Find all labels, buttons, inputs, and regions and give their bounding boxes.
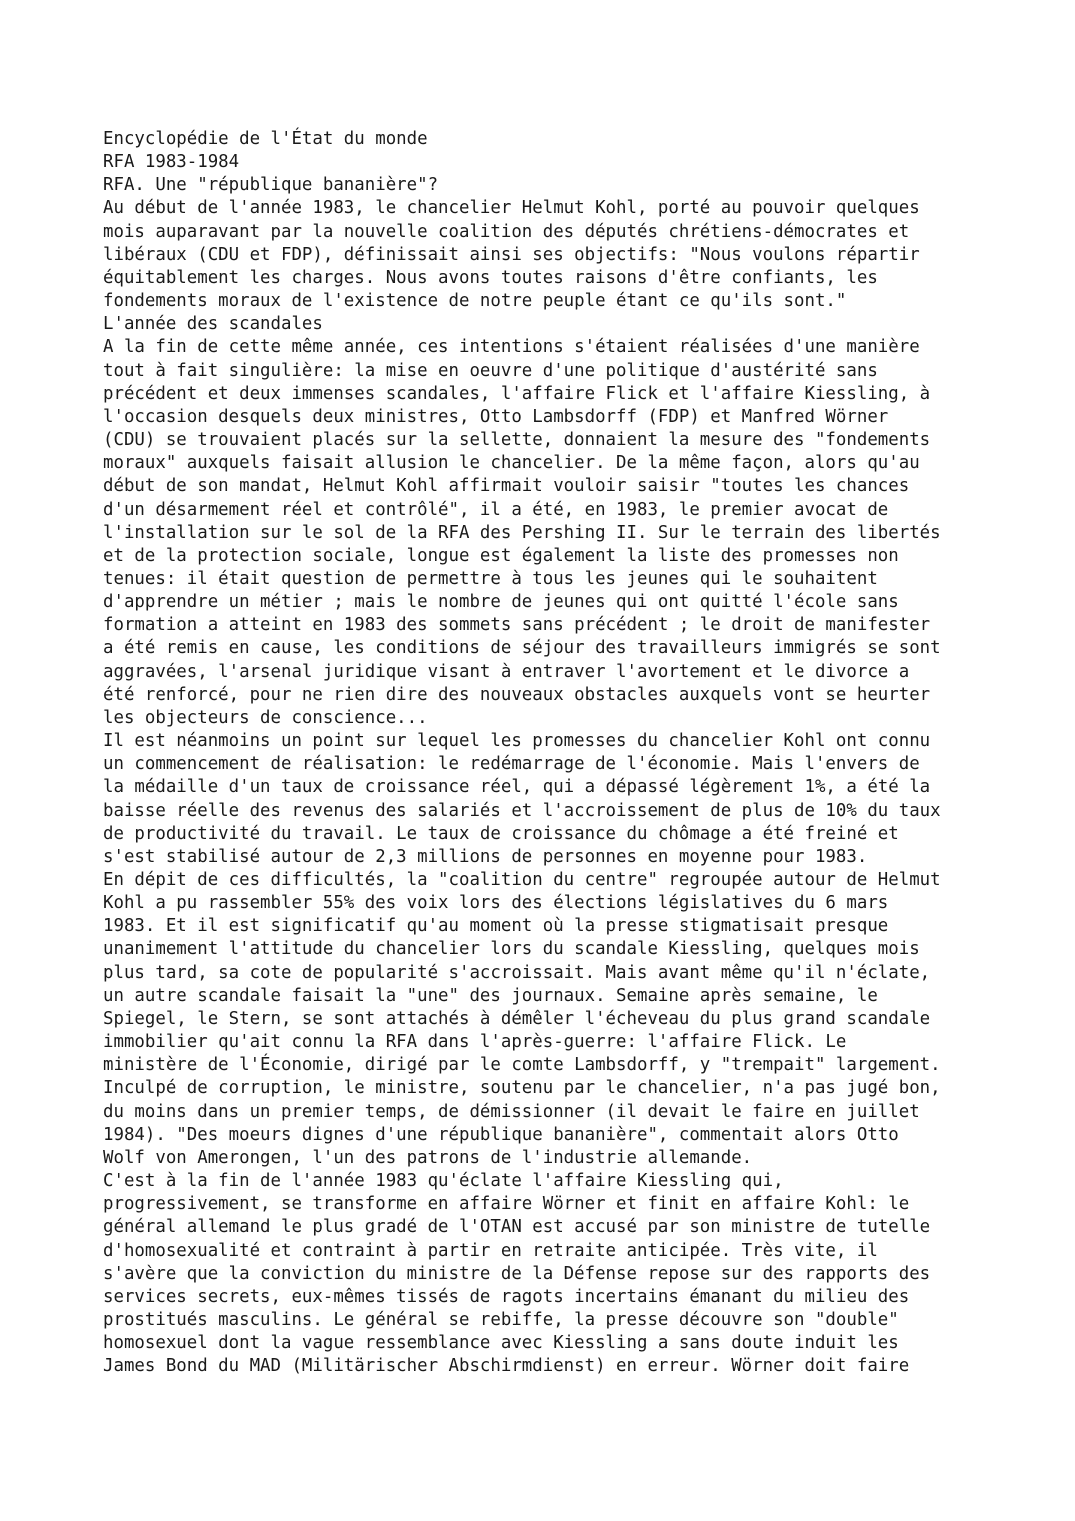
document-source: Encyclopédie de l'État du monde bbox=[103, 129, 428, 149]
paragraph-line: d'un désarmement réel et contrôlé", il a été, en 1983, le premier avocat de bbox=[103, 499, 889, 520]
paragraph-line: Wolf von Amerongen, l'un des patrons de l'industrie allemande. bbox=[103, 1147, 753, 1168]
paragraph-line: homosexuel dont la vague ressemblance avec Kiessling a sans doute induit les bbox=[103, 1333, 899, 1354]
paragraph-intro-line: libéraux (CDU et FDP), définissait ainsi ses objectifs: "Nous voulons répartir bbox=[103, 244, 920, 265]
paragraph-line: A la fin de cette même année, ces intentions s'étaient réalisées d'une manière bbox=[103, 337, 920, 358]
paragraph-line: C'est à la fin de l'année 1983 qu'éclate l'affaire Kiessling qui, bbox=[103, 1171, 784, 1192]
paragraph-line: En dépit de ces difficultés, la "coalition du centre" regroupée autour de Helmut bbox=[103, 870, 941, 890]
paragraph-line: a été remis en cause, les conditions de séjour des travailleurs immigrés se sont bbox=[103, 638, 941, 659]
paragraph-line: prostitués masculins. Le général se rebiffe, la presse découvre son "double" bbox=[103, 1309, 899, 1330]
paragraph-line: plus tard, sa cote de popularité s'accroissait. Mais avant même qu'il n'éclate, bbox=[103, 962, 931, 983]
document-title: RFA. Une "république bananière"? bbox=[103, 175, 439, 196]
paragraph-line: Kohl a pu rassembler 55% des voix lors des élections législatives du 6 mars bbox=[103, 893, 889, 914]
paragraph-line: Il est néanmoins un point sur lequel les promesses du chancelier Kohl ont connu bbox=[103, 731, 931, 752]
paragraph-line: ministère de l'Économie, dirigé par le comte Lambsdorff, y "trempait" largement. bbox=[103, 1055, 941, 1076]
paragraph-line: et de la protection sociale, longue est également la liste des promesses non bbox=[103, 545, 899, 566]
document-header: RFA 1983-1984 bbox=[103, 152, 240, 173]
paragraph-intro-line: mois auparavant par la nouvelle coalition des députés chrétiens-démocrates et bbox=[103, 221, 910, 242]
paragraph-line: de productivité du travail. Le taux de croissance du chômage a été freiné et bbox=[103, 823, 899, 844]
paragraph-line: services secrets, eux-mêmes tissés de ragots incertains émanant du milieu des bbox=[103, 1286, 910, 1307]
paragraph-line: aggravées, l'arsenal juridique visant à entraver l'avortement et le divorce a bbox=[103, 661, 910, 682]
paragraph-line: 1983. Et il est significatif qu'au moment où la presse stigmatisait presque bbox=[103, 916, 889, 937]
paragraph-line: immobilier qu'ait connu la RFA dans l'après-guerre: l'affaire Flick. Le bbox=[103, 1032, 847, 1053]
paragraph-line: baisse réelle des revenus des salariés et l'accroissement de plus de 10% du taux bbox=[103, 800, 941, 821]
paragraph-intro-line: équitablement les charges. Nous avons toutes raisons d'être confiants, les bbox=[103, 267, 878, 288]
paragraph-line: début de son mandat, Helmut Kohl affirmait vouloir saisir "toutes les chances bbox=[103, 476, 910, 497]
paragraph-line: 1984). "Des moeurs dignes d'une république bananière", commentait alors Otto bbox=[103, 1124, 899, 1145]
paragraph-line: James Bond du MAD (Militärischer Abschirmdienst) en erreur. Wörner doit faire bbox=[103, 1356, 910, 1377]
paragraph-line: formation a atteint en 1983 des sommets sans précédent ; le droit de manifester bbox=[103, 615, 931, 636]
paragraph-line: s'avère que la conviction du ministre de la Défense repose sur des rapports des bbox=[103, 1263, 931, 1284]
paragraph-line: Spiegel, le Stern, se sont attachés à démêler l'écheveau du plus grand scandale bbox=[103, 1008, 931, 1029]
paragraph-line: tenues: il était question de permettre à tous les jeunes qui le souhaitent bbox=[103, 568, 878, 589]
paragraph-intro-line: Au début de l'année 1983, le chancelier Helmut Kohl, porté au pouvoir quelques bbox=[103, 198, 920, 219]
document-page bbox=[103, 128, 1043, 1378]
paragraph-line: la médaille d'un taux de croissance réel, qui a dépassé légèrement 1%, a été la bbox=[103, 777, 931, 798]
paragraph-line: l'installation sur le sol de la RFA des Pershing II. Sur le terrain des libertés bbox=[103, 522, 941, 543]
paragraph-line: moraux" auxquels faisait allusion le chancelier. De la même façon, alors qu'au bbox=[103, 453, 920, 474]
section-heading: L'année des scandales bbox=[103, 314, 323, 335]
paragraph-line: d'apprendre un métier ; mais le nombre de jeunes qui ont quitté l'école sans bbox=[103, 592, 899, 613]
paragraph-line: unanimement l'attitude du chancelier lors du scandale Kiessling, quelques mois bbox=[103, 939, 920, 960]
paragraph-line: les objecteurs de conscience... bbox=[103, 707, 428, 728]
paragraph-line: général allemand le plus gradé de l'OTAN est accusé par son ministre de tutelle bbox=[103, 1217, 931, 1238]
paragraph-line: un commencement de réalisation: le redémarrage de l'économie. Mais l'envers de bbox=[103, 754, 920, 775]
paragraph-line: un autre scandale faisait la "une" des journaux. Semaine après semaine, le bbox=[103, 985, 878, 1006]
paragraph-line: été renforcé, pour ne rien dire des nouveaux obstacles auxquels vont se heurter bbox=[103, 684, 931, 705]
paragraph-line: (CDU) se trouvaient placés sur la sellette, donnaient la mesure des "fondements bbox=[103, 430, 931, 451]
paragraph-line: du moins dans un premier temps, de démissionner (il devait le faire en juillet bbox=[103, 1101, 920, 1122]
paragraph-line: progressivement, se transforme en affaire Wörner et finit en affaire Kohl: le bbox=[103, 1194, 910, 1215]
paragraph-line: tout à fait singulière: la mise en oeuvre d'une politique d'austérité sans bbox=[103, 360, 878, 381]
paragraph-line: Inculpé de corruption, le ministre, soutenu par le chancelier, n'a pas jugé bon, bbox=[103, 1078, 941, 1099]
paragraph-line: d'homosexualité et contraint à partir en retraite anticipée. Très vite, il bbox=[103, 1240, 878, 1261]
paragraph-intro-line: fondements moraux de l'existence de notre peuple étant ce qu'ils sont." bbox=[103, 291, 847, 312]
paragraph-line: s'est stabilisé autour de 2,3 millions de personnes en moyenne pour 1983. bbox=[103, 846, 868, 867]
paragraph-line: précédent et deux immenses scandales, l'affaire Flick et l'affaire Kiessling, à bbox=[103, 383, 931, 404]
paragraph-line: l'occasion desquels deux ministres, Otto Lambsdorff (FDP) et Manfred Wörner bbox=[103, 406, 889, 427]
